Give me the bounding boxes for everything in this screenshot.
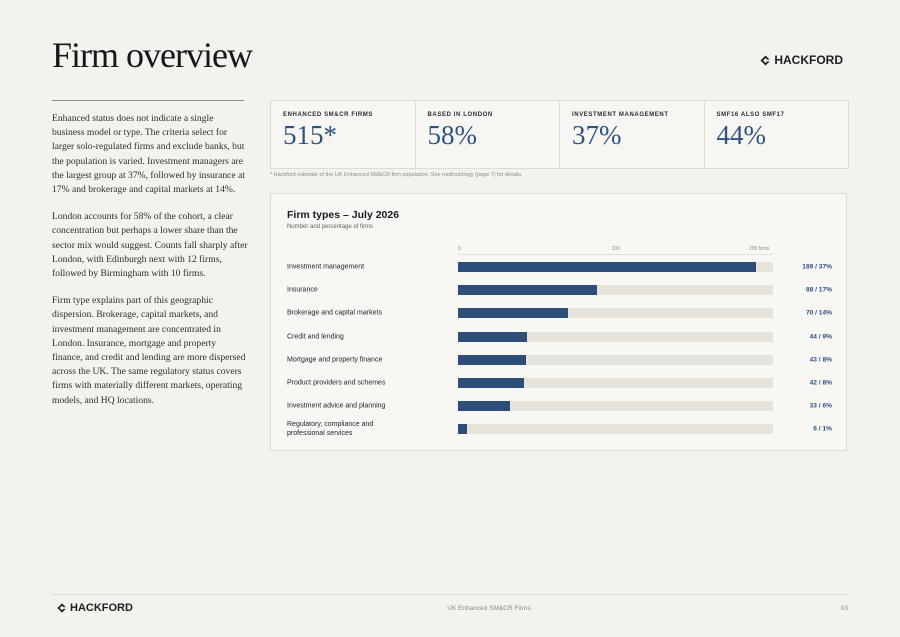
- logo-mark-icon: [760, 55, 771, 66]
- bar: [458, 308, 568, 318]
- stat-value: 44%: [716, 120, 766, 150]
- axis-tick-label: 100: [611, 246, 620, 252]
- bar-track: [458, 424, 773, 434]
- bar: [458, 355, 526, 365]
- chart-title: Firm types – July 2026: [287, 209, 400, 221]
- bar-track: [458, 355, 773, 365]
- category-label: Product providers and schemes: [287, 379, 386, 387]
- data-label: 43 / 8%: [809, 356, 832, 364]
- stat-value: 37%: [572, 120, 622, 150]
- brand-name: HACKFORD: [70, 602, 133, 614]
- chart-row: [271, 303, 848, 323]
- stat-label: BASED IN LONDON: [427, 112, 493, 118]
- category-label: Insurance: [287, 286, 318, 294]
- chart-subtitle: Number and percentage of firms: [287, 224, 374, 230]
- intro-paragraph: London accounts for 58% of the cohort, a clear concentration but perhaps a lower share than the sector mix would suggest. Counts fall sharply after London, with Edinburgh next with 12 firms, followed by Birmingham with 10 firms.: [52, 211, 248, 280]
- category-label: Investment management: [287, 263, 365, 271]
- footer-title: UK Enhanced SM&CR Firms: [447, 605, 531, 612]
- chart-row: [271, 327, 848, 347]
- category-label: Brokerage and capital markets: [287, 309, 382, 317]
- page-number: 03: [840, 605, 848, 612]
- axis-line: [458, 254, 773, 255]
- category-label: Investment advice and planning: [287, 402, 386, 410]
- bar-track: [458, 332, 773, 342]
- chart-row: [271, 257, 848, 277]
- axis-tick-label: 200 firms: [749, 246, 770, 252]
- page-title: Firm overview: [52, 35, 252, 75]
- bar-track: [458, 378, 773, 388]
- intro-text: [52, 112, 248, 421]
- bar: [458, 424, 467, 434]
- bar: [458, 378, 524, 388]
- bar: [458, 401, 510, 411]
- stat-card: [560, 101, 705, 168]
- data-label: 189 / 37%: [802, 263, 832, 271]
- bar-track: [458, 262, 773, 272]
- stat-label: INVESTMENT MANAGEMENT: [572, 112, 669, 118]
- axis-tick-label: 0: [458, 246, 461, 252]
- chart-row: [271, 396, 848, 416]
- stat-label: ENHANCED SM&CR FIRMS: [283, 112, 373, 118]
- category-label: Credit and lending: [287, 333, 344, 341]
- data-label: 44 / 9%: [809, 333, 832, 341]
- data-label: 70 / 14%: [805, 309, 832, 317]
- category-label: Regulatory, compliance and professional services: [287, 421, 374, 438]
- stats-footnote: * Hackford estimate of the UK Enhanced SM&CR firm population. See methodology (page 7) for details.: [270, 172, 523, 178]
- data-label: 33 / 6%: [809, 402, 832, 410]
- category-label: Mortgage and property finance: [287, 356, 383, 364]
- chart-row: [271, 280, 848, 300]
- bar: [458, 285, 597, 295]
- stat-card: [416, 101, 561, 168]
- brand-logo: [760, 53, 843, 67]
- chart-row: [271, 373, 848, 393]
- bar-track: [458, 308, 773, 318]
- brand-name: HACKFORD: [774, 53, 843, 67]
- stat-value: 58%: [427, 120, 477, 150]
- intro-paragraph: Enhanced status does not indicate a single business model or type. The criteria select for larger solo-regulated firms and exclude banks, but the population is varied. Investment managers are the largest group at 37%, followed by insurance at 17% and brokerage and capital markets at 14%.: [52, 113, 245, 196]
- stat-card: [271, 101, 416, 168]
- stat-label: SMF16 ALSO SMF17: [716, 112, 785, 118]
- data-label: 42 / 8%: [809, 379, 832, 387]
- intro-paragraph: Firm type explains part of this geographic dispersion. Brokerage, capital markets, and investment management are concentrated in London. Insurance, mortgage and property finance, and credit and lending are more dispersed across the UK. The same regulatory status covers firms with materially different markets, operating models, and HQ locations.: [52, 295, 246, 406]
- stats-strip: [270, 100, 849, 169]
- data-label: 6 / 1%: [813, 425, 832, 433]
- bar: [458, 262, 756, 272]
- bar-track: [458, 401, 773, 411]
- data-label: 88 / 17%: [805, 286, 832, 294]
- stat-value: 515*: [283, 120, 337, 150]
- chart-row: [271, 350, 848, 370]
- footer-rule: [52, 594, 848, 595]
- stat-card: [705, 101, 849, 168]
- bar-track: [458, 285, 773, 295]
- chart-row: [271, 419, 848, 439]
- bar: [458, 332, 527, 342]
- intro-rule: [52, 100, 244, 101]
- firm-types-chart: [270, 193, 847, 451]
